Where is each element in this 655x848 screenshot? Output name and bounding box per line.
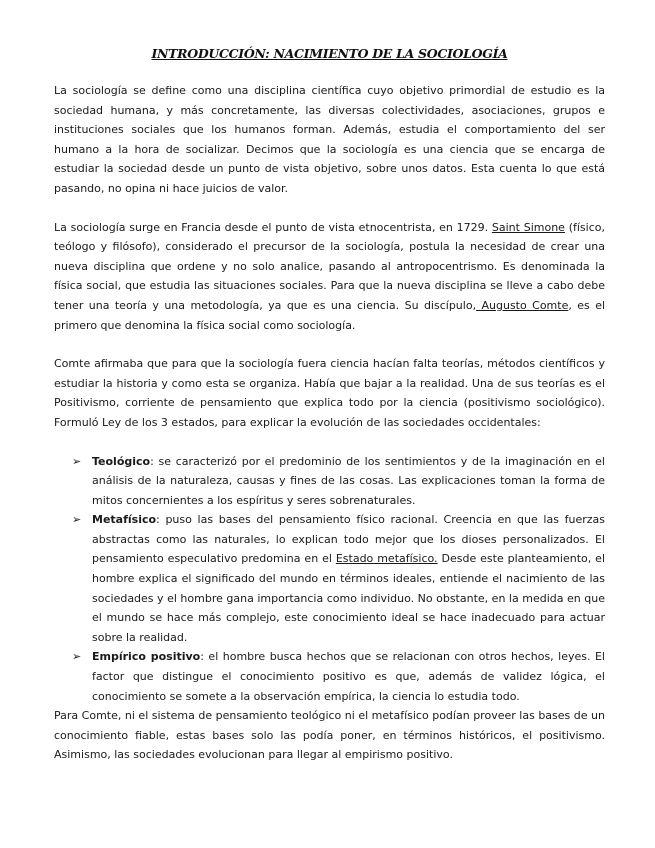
arrow-bullet-icon: ➢ xyxy=(72,454,82,468)
augusto-comte-link[interactable]: Augusto Comte xyxy=(476,298,569,312)
paragraph-definition: La sociología se define como una disciplina científica cuyo objetivo primordial de estudio es la sociedad humana, y más concretamente, las diversas colectividades, asociaciones, grupos e instituciones sociales que los humanos forman. Además, estudia el comportamiento del ser humano a la hora de socializar. Decimos que la sociología es una ciencia que se encarga de estudiar la sociedad desde un punto de vista objetivo, sobre unos datos. Esta cuenta lo que está pasando, no opina ni hace juicios de valor. xyxy=(54,84,605,195)
origin-text-c: , es el primero que denomina la física social como sociología. xyxy=(54,298,606,332)
page-title: INTRODUCCIÓN: NACIMIENTO DE LA SOCIOLOGÍA xyxy=(151,46,508,61)
paragraph-positivism: Comte afirmaba que para que la sociología fuera ciencia hacían falta teorías, métodos científicos y estudiar la historia y como esta se organiza. Había que bajar a la realidad. Una de sus teorías es el Positivismo, corriente de pensamiento que explica todo por la ciencia (positivismo sociológico). Formuló Ley de los 3 estados, para explicar la evolución de las sociedades occidentales: xyxy=(54,357,605,429)
saint-simone-link[interactable]: Saint Simone xyxy=(491,220,565,234)
origin-text-a: La sociología surge en Francia desde el punto de vista etnocentrista, en 1729. xyxy=(54,220,492,234)
arrow-bullet-icon: ➢ xyxy=(72,513,82,527)
state-text: : el hombre busca hechos que se relacionan con otros hechos, leyes. El factor que distingue el conocimiento positivo es que, además de validez lógica, el conocimiento se somete a la observación empírica, la ciencia lo estudia todo. xyxy=(92,650,605,703)
paragraph-origin xyxy=(54,218,605,336)
list-item-metafisico xyxy=(72,510,606,647)
state-text: : se caracterizó por el predominio de los sentimientos y de la imaginación en el análisis de la naturaleza, causas y fines de las cosas. Las explicaciones toman la forma de mitos concernientes a los espíritus y seres sobrenaturales. xyxy=(92,454,605,507)
state-text-b: Desde este planteamiento, el hombre explica el significado del mundo en términos ideales, entiende el nacimiento de las sociedades y el hombre gana importancia como individuo. No obstante, en la medida en que el mundo se hace más complejo, este conocimiento ideal se hace inadecuado para actuar sobre la realidad. xyxy=(92,552,606,644)
state-term: Teológico xyxy=(92,454,151,468)
origin-text-b: (físico, teólogo y filósofo), considerado el precursor de la sociología, postula la necesidad de crear una nueva disciplina que ordene y no solo analice, pasando al antropocentrismo. Es denominada la física social, que estudia las situaciones sociales. Para que la nueva disciplina se lleve a cabo debe tener una teoría y una metodología, ya que es una ciencia. Su discípulo, xyxy=(54,220,605,312)
paragraph-conclusion: Para Comte, ni el sistema de pensamiento teológico ni el metafísico podían proveer las bases de un conocimiento fiable, estas bases solo las podía poner, en términos históricos, el positivismo. Asimismo, las sociedades evolucionan para llegar al empirismo positivo. xyxy=(54,709,605,762)
state-term: Metafísico xyxy=(92,513,157,527)
arrow-bullet-icon: ➢ xyxy=(72,650,82,664)
three-states-list xyxy=(54,452,605,707)
list-item-empirico xyxy=(72,647,605,706)
list-item-teologico xyxy=(72,452,605,511)
state-text-a: : puso las bases del pensamiento físico racional. Creencia en que las fuerzas abstractas como las naturales, lo explican todo mejor que los dioses personalizados. El pensamiento especulativo predomina en el xyxy=(92,513,605,566)
state-term: Empírico positivo xyxy=(92,650,201,664)
estado-metafisico-link[interactable]: Estado metafísico. xyxy=(335,552,438,566)
